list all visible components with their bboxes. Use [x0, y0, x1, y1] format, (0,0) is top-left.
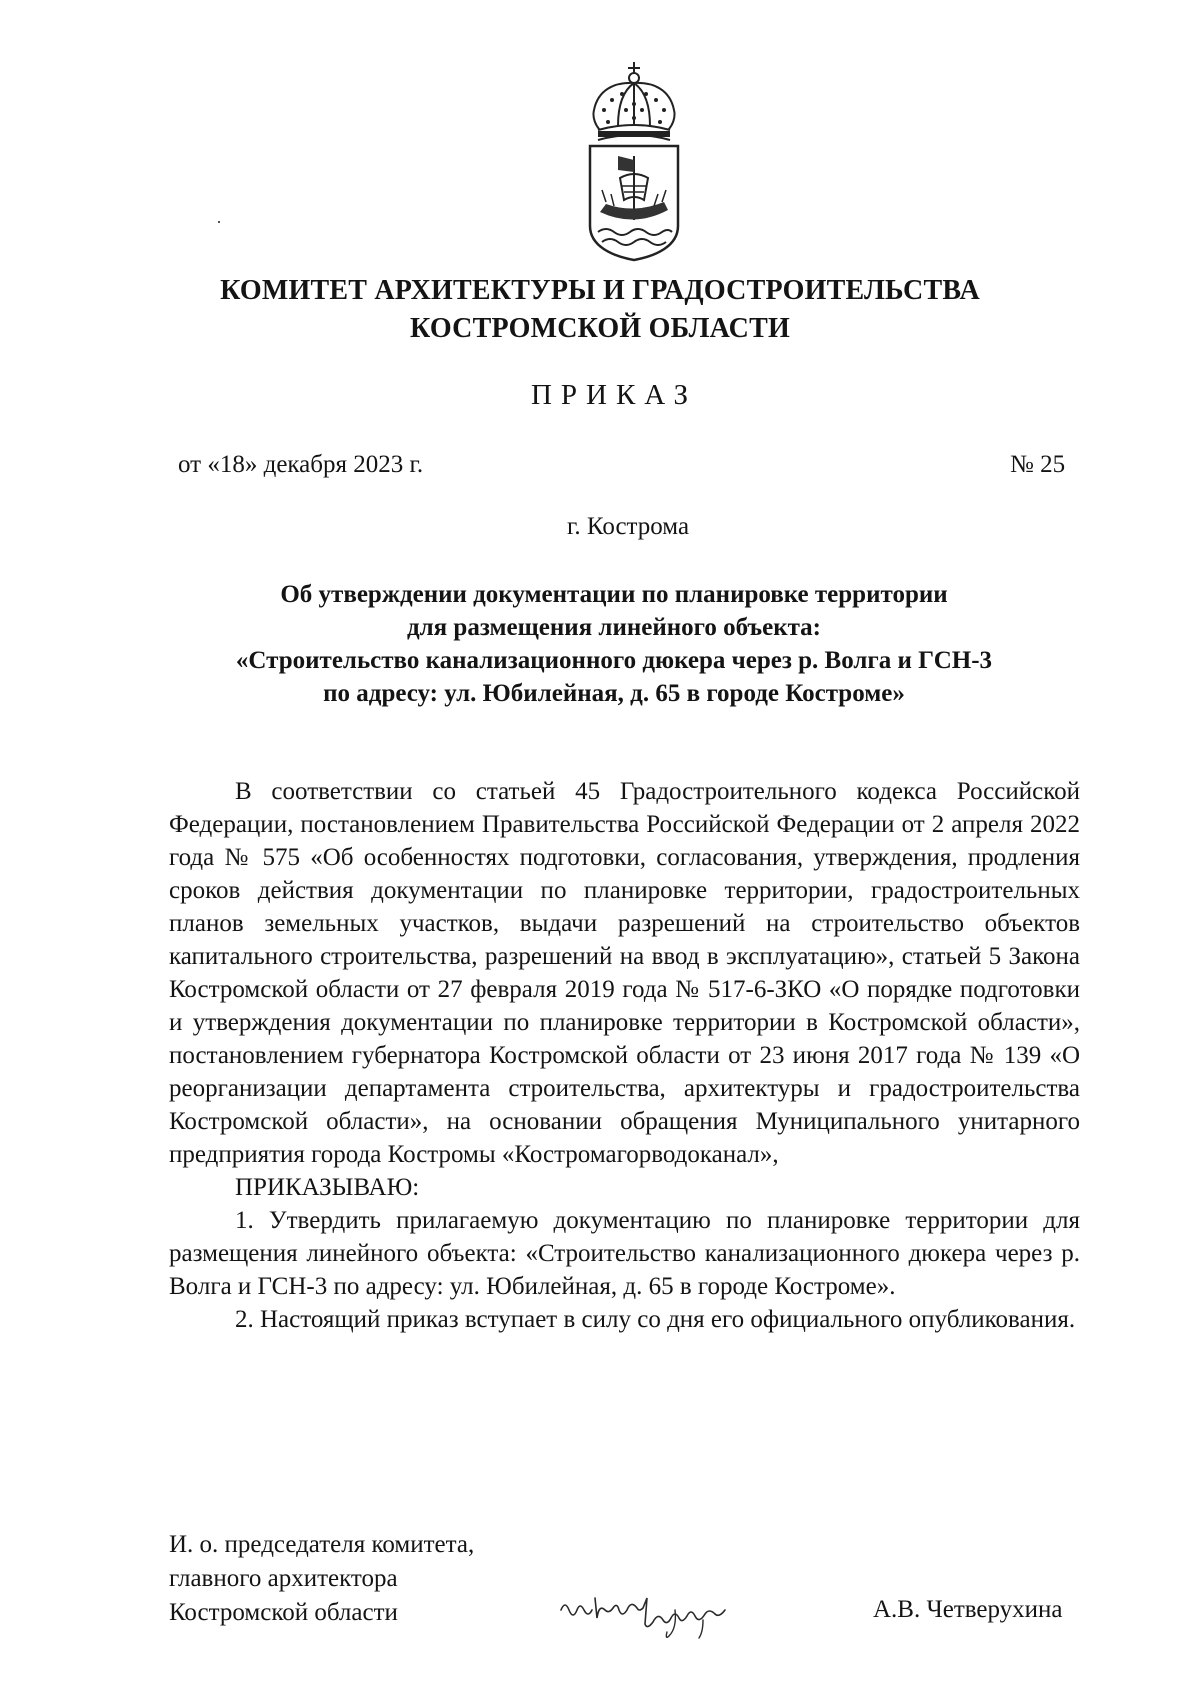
position-line-1: И. о. председателя комитета, [169, 1531, 475, 1558]
organization-name-line-1: КОМИТЕТ АРХИТЕКТУРЫ И ГРАДОСТРОИТЕЛЬСТВА [220, 275, 980, 306]
document-type-title: ПРИКАЗ [530, 379, 698, 411]
document-body [169, 775, 1080, 1336]
organization-name-line-2: КОСТРОМСКОЙ ОБЛАСТИ [410, 313, 790, 344]
position-line-2: главного архитектора [169, 1565, 398, 1592]
order-keyword: ПРИКАЗЫВАЮ: [235, 1174, 420, 1201]
subject-line-1: Об утверждении документации по планировке территории [280, 581, 948, 608]
document-city: г. Кострома [566, 513, 690, 540]
preamble-paragraph: В соответствии со статьей 45 Градостроительного кодекса Российской Федерации, постановлением Правительства Российской Федерации от 2 апреля 2022 года № 575 «Об особенностях подготовки, согласования, утверждения, продления сроков действия документации по планировке территории, градостроительных планов земельных участков, выдачи разрешений на строительство объектов капитального строительства, разрешений на ввод в эксплуатацию», статьей 5 Закона Костромской области от 27 февраля 2019 года № 517-6-ЗКО «О порядке подготовки и утверждения документации по планировке территории в Костромской области», постановлением губернатора Костромской области от 23 июня 2017 года № 139 «О реорганизации департамента строительства, архитектуры и градостроительства Костромской области», на основании обращения Муниципального унитарного предприятия города Костромы «Костромагорводоканал», [169, 778, 1080, 1168]
document-number: № 25 [1010, 451, 1066, 478]
subject-line-2: для размещения линейного объекта: [406, 614, 822, 641]
signatory-name: А.В. Четверухина [873, 1596, 1063, 1623]
signatory-position [169, 1528, 474, 1630]
subject-line-4: по адресу: ул. Юбилейная, д. 65 в городе Костроме» [323, 680, 905, 707]
subject-line-3: «Строительство канализационного дюкера через р. Волга и ГСН-3 [235, 647, 993, 674]
document-subject [0, 578, 1200, 710]
organization-name [0, 272, 1200, 348]
document-date: от «18» декабря 2023 г. [178, 451, 424, 478]
order-item-2: 2. Настоящий приказ вступает в силу со дня его официального опубликования. [235, 1306, 1076, 1333]
position-line-3: Костромской области [169, 1599, 398, 1626]
order-item-1: 1. Утвердить прилагаемую документацию по планировке территории для размещения линейного объекта: «Строительство канализационного дюкера через р. Волга и ГСН-3 по адресу: ул. Юбилейная, д. 65 в городе Костроме». [169, 1207, 1080, 1300]
handwritten-signature [555, 1580, 785, 1650]
coat-of-arms-emblem [584, 60, 684, 262]
scan-speck [218, 221, 220, 223]
